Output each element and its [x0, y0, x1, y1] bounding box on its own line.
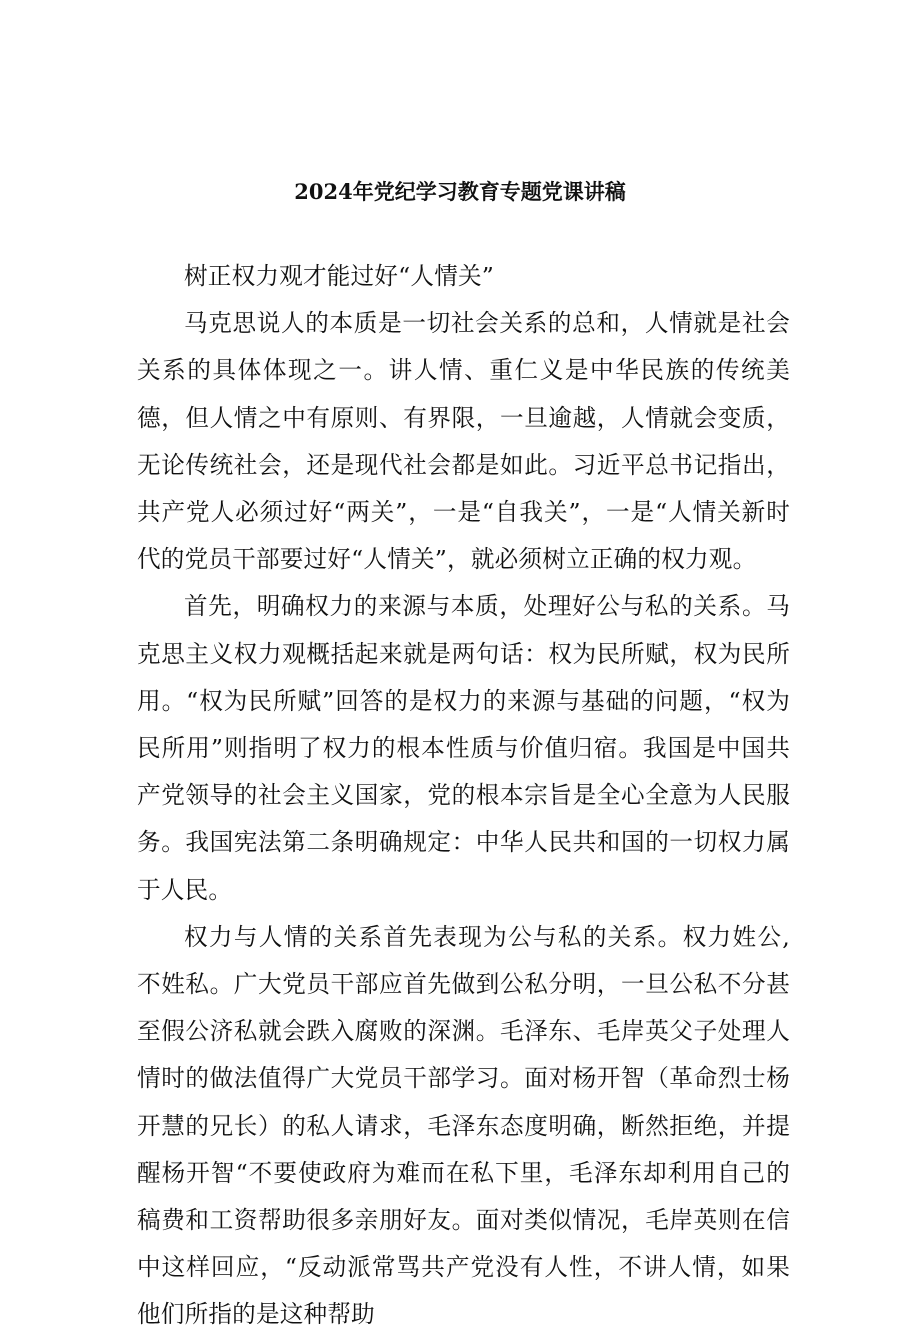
paragraph: 权力与人情的关系首先表现为公与私的关系。权力姓公, 不姓私。广大党员干部应首先做到公私分明，一旦公私不分甚至假公济私就会跌入腐败的深渊。毛泽东、毛岸英父子处理人情时的做法值得广大党员干部学习。面对杨开智（革命烈士杨开慧的兄长）的私人请求，毛泽东态度明确，断然拒绝，并提醒杨开智“不要使政府为难而在私下里，毛泽东却利用自己的稿费和工资帮助很多亲朋好友。面对类似情况，毛岸英则在信中这样回应，“反动派常骂共产党没有人性，不讲人情，如果他们所指的是这种帮助	[137, 922, 790, 1329]
document-body	[137, 253, 790, 1339]
paragraph: 首先，明确权力的来源与本质，处理好公与私的关系。马克思主义权力观概括起来就是两句话：权为民所赋，权为民所用。“权为民所赋”回答的是权力的来源与基础的问题，“权为民所用”则指明了权力的根本性质与价值归宿。我国是中国共产党领导的社会主义国家，党的根本宗旨是全心全意为人民服务。我国宪法第二条明确规定：中华人民共和国的一切权力属于人民。	[137, 592, 790, 904]
paragraph: 马克思说人的本质是一切社会关系的总和，人情就是社会关系的具体体现之一。讲人情、重仁义是中华民族的传统美德，但人情之中有原则、有界限，一旦逾越，人情就会变质，无论传统社会，还是现代社会都是如此。习近平总书记指出，共产党人必须过好“两关”，一是“自我关”，一是“人情关新时代的党员干部要过好“人情关”，就必须树立正确的权力观。	[137, 309, 790, 574]
section-heading: 树正权力观才能过好“人情关”	[184, 262, 495, 290]
document-title: 2024年党纪学习教育专题党课讲稿	[294, 179, 626, 204]
